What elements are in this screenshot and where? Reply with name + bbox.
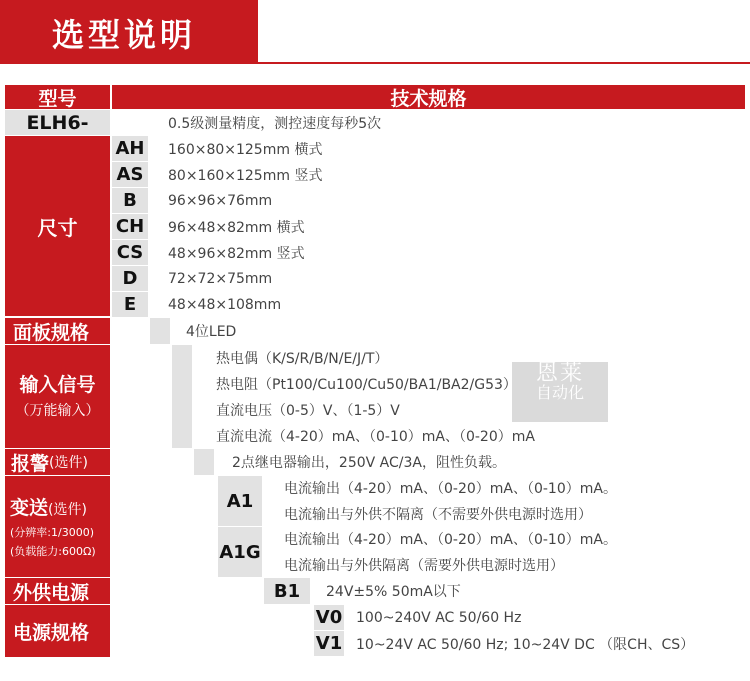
watermark xyxy=(512,362,608,422)
alarm-label: 报警 xyxy=(11,452,50,475)
input-option: 直流电压（0-5）V、（1-5）V xyxy=(194,397,745,422)
transmit-code: A1 xyxy=(218,476,262,526)
size-code: AS xyxy=(112,162,148,187)
power-desc: 10~24V AC 50/60 Hz; 10~24V DC （限CH、CS） xyxy=(346,631,745,656)
section-title: 选型说明 xyxy=(52,16,197,54)
size-code: D xyxy=(112,266,148,291)
header-spec: 技术规格 xyxy=(112,85,745,109)
ext-power-code: B1 xyxy=(264,578,310,604)
transmit-option: 电流输出（4-20）mA、（0-20）mA、（0-10）mA。 xyxy=(264,527,745,551)
panel-blank-cell xyxy=(112,318,148,344)
size-code: AH xyxy=(112,136,148,161)
alarm-label-cell xyxy=(5,449,110,475)
ext-power-blank-cell xyxy=(112,578,262,604)
transmit-option: (选件) xyxy=(48,502,87,518)
transmit-option: 电流输出与外供隔离（需要外供电源时选用） xyxy=(264,553,745,577)
alarm-code-cell xyxy=(194,449,214,475)
input-code-cell xyxy=(172,345,192,448)
size-desc: 96×96×76mm xyxy=(150,188,745,213)
model-prefix-desc: 0.5级测量精度，测控速度每秒5次 xyxy=(112,110,745,135)
alarm-blank-cell xyxy=(112,449,192,475)
panel-code-cell xyxy=(150,318,170,344)
size-desc: 80×160×125mm 竖式 xyxy=(150,162,745,187)
size-label: 尺寸 xyxy=(5,136,110,316)
banner-rule xyxy=(258,62,750,64)
input-blank-cell xyxy=(112,345,170,448)
size-desc: 160×80×125mm 横式 xyxy=(150,136,745,161)
input-option: 热电偶（K/S/R/B/N/E/J/T） xyxy=(194,345,745,370)
ext-power-desc: 24V±5% 50mA以下 xyxy=(312,578,745,604)
power-code: V0 xyxy=(315,607,343,628)
transmit-label-line xyxy=(10,493,87,520)
model-prefix-code: ELH6- xyxy=(5,110,110,135)
size-code: E xyxy=(112,292,148,317)
size-desc: 96×48×82mm 横式 xyxy=(150,214,745,239)
size-code: CH xyxy=(112,214,148,239)
size-desc: 48×96×82mm 竖式 xyxy=(150,240,745,265)
panel-label: 面板规格 xyxy=(5,318,110,344)
input-sublabel: （万能输入） xyxy=(15,403,100,419)
power-code: V1 xyxy=(315,633,343,654)
transmit-option: 电流输出（4-20）mA、（0-20）mA、（0-10）mA。 xyxy=(264,476,745,500)
ext-power-label: 外供电源 xyxy=(5,578,110,604)
input-option: 直流电流（4-20）mA、（0-10）mA、（0-20）mA xyxy=(194,423,745,448)
power-label: 电源规格 xyxy=(5,605,110,657)
size-code: B xyxy=(112,188,148,213)
transmit-label: 变送 xyxy=(10,497,49,519)
header-model: 型号 xyxy=(5,85,110,109)
transmit-option: 电流输出与外供不隔离（不需要外供电源时选用） xyxy=(264,502,745,526)
size-code: CS xyxy=(112,240,148,265)
power-blank-cell xyxy=(112,605,312,657)
transmit-code: A1G xyxy=(218,527,262,577)
power-desc: 100~240V AC 50/60 Hz xyxy=(346,605,745,630)
panel-desc: 4位LED xyxy=(172,318,745,344)
transmit-blank-cell xyxy=(112,476,216,577)
transmit-note2: (负载能力:600Ω) xyxy=(10,545,96,558)
watermark-line1: 恩莱 xyxy=(535,361,584,386)
transmit-note1: (分辨率:1/3000) xyxy=(10,526,94,539)
alarm-option: (选件) xyxy=(49,455,88,471)
watermark-line2: 自动化 xyxy=(535,383,584,403)
alarm-desc: 2点继电器输出，250V AC/3A，阻性负载。 xyxy=(216,449,745,475)
size-desc: 48×48×108mm xyxy=(150,292,745,317)
input-label: 输入信号 xyxy=(19,374,96,396)
size-desc: 72×72×75mm xyxy=(150,266,745,291)
input-option: 热电阻（Pt100/Cu100/Cu50/BA1/BA2/G53） xyxy=(194,371,745,396)
